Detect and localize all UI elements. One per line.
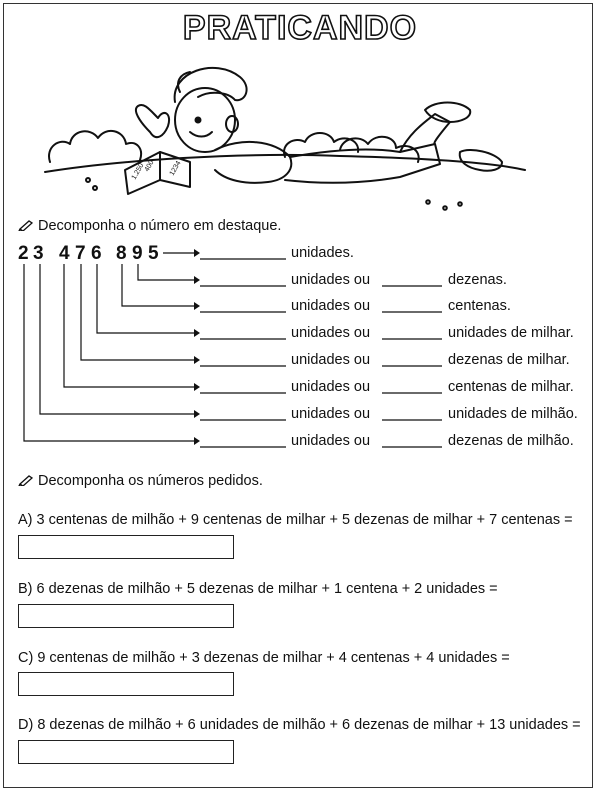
boy-reading-illustration bbox=[40, 52, 530, 217]
digit: 6 bbox=[91, 243, 102, 264]
row-label-left: unidades ou bbox=[291, 406, 371, 422]
digit: 5 bbox=[148, 243, 159, 264]
row-label-right: unidades de milhar. bbox=[448, 325, 574, 341]
row-label-left: unidades ou bbox=[291, 352, 371, 368]
row-label-left: unidades ou bbox=[291, 298, 371, 314]
book-label-1: 1.250 bbox=[130, 162, 146, 181]
row-label-left: unidades ou bbox=[291, 272, 371, 288]
answer-box-d[interactable] bbox=[18, 740, 234, 764]
book-label-3: 1234 bbox=[168, 160, 183, 177]
title bbox=[152, 8, 448, 48]
book-label-2: 400 bbox=[143, 159, 156, 173]
answer-box-c[interactable] bbox=[18, 672, 234, 696]
answer-box-b[interactable] bbox=[18, 604, 234, 628]
instruction-decompose-requested bbox=[18, 473, 263, 489]
question-c: C) 9 centenas de milhão + 3 dezenas de milhar + 4 centenas + 4 unidades = bbox=[18, 650, 510, 666]
row-label-right: centenas. bbox=[448, 298, 511, 314]
question-d: D) 8 dezenas de milhão + 6 unidades de milhão + 6 dezenas de milhar + 13 unidades = bbox=[18, 717, 581, 733]
row-label-left: unidades ou bbox=[291, 325, 371, 341]
row-label-left: unidades ou bbox=[291, 433, 371, 449]
instruction-text-2: Decomponha os números pedidos. bbox=[38, 473, 263, 489]
digit: 7 bbox=[75, 243, 86, 264]
row-label-left: unidades. bbox=[291, 245, 354, 261]
row-label-right: dezenas de milhar. bbox=[448, 352, 570, 368]
instruction-decompose-highlighted bbox=[18, 218, 281, 234]
question-a: A) 3 centenas de milhão + 9 centenas de milhar + 5 dezenas de milhar + 7 centenas = bbox=[18, 512, 573, 528]
row-label-right: dezenas de milhão. bbox=[448, 433, 574, 449]
pencil-icon bbox=[18, 474, 34, 486]
digit: 4 bbox=[59, 243, 70, 264]
svg-text:PRATICANDO: PRATICANDO bbox=[182, 9, 418, 47]
digit: 2 bbox=[18, 243, 29, 264]
instruction-text-1: Decomponha o número em destaque. bbox=[38, 218, 282, 234]
answer-box-a[interactable] bbox=[18, 535, 234, 559]
digit: 9 bbox=[132, 243, 143, 264]
row-label-left: unidades ou bbox=[291, 379, 371, 395]
digit: 8 bbox=[116, 243, 127, 264]
row-label-right: dezenas. bbox=[448, 272, 507, 288]
row-label-right: centenas de milhar. bbox=[448, 379, 574, 395]
question-b: B) 6 dezenas de milhão + 5 dezenas de milhar + 1 centena + 2 unidades = bbox=[18, 581, 498, 597]
pencil-icon bbox=[18, 219, 34, 231]
row-label-right: unidades de milhão. bbox=[448, 406, 578, 422]
digit: 3 bbox=[33, 243, 44, 264]
